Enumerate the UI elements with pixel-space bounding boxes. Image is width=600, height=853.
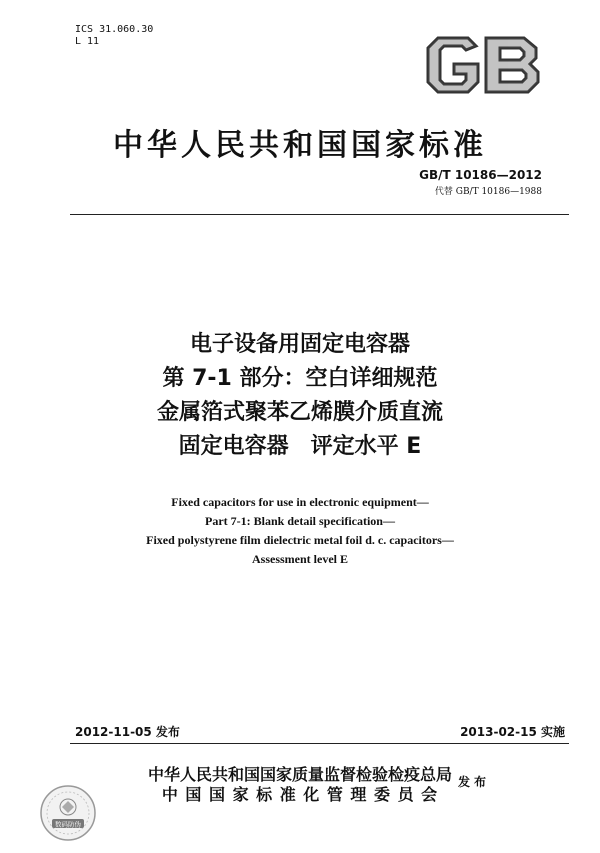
standard-number: GB/T 10186—2012 [419, 168, 542, 182]
chinese-title-line: 金属箔式聚苯乙烯膜介质直流 [156, 400, 443, 425]
english-title-line: Fixed capacitors for use in electronic equipment— [171, 495, 429, 509]
gb-logo [424, 34, 542, 96]
anti-counterfeit-seal [38, 783, 98, 843]
english-title-line: Assessment level E [252, 552, 348, 566]
replaces-standard: 代替 GB/T 10186—1988 [434, 187, 542, 197]
class-code: L 11 [75, 36, 100, 47]
chinese-title-line: 固定电容器 评定水平 E [178, 434, 422, 459]
chinese-title [0, 330, 600, 462]
issue-date: 2012-11-05 发布 [75, 725, 180, 739]
seal-label: 数码防伪 [55, 820, 81, 829]
implementation-date: 2013-02-15 实施 [460, 725, 565, 739]
issuer-sac: 中 国 国 家 标 准 化 管 理 委 员 会 [161, 785, 439, 804]
chinese-title-line: 第 7-1 部分：空白详细规范 [162, 366, 438, 391]
chinese-title-line: 电子设备用固定电容器 [189, 332, 410, 357]
header-divider [70, 214, 569, 215]
english-title [0, 494, 600, 568]
publish-label: 发布 [458, 775, 491, 789]
classification-codes [75, 24, 153, 48]
national-standard-title: 中华人民共和国国家标准 [113, 128, 487, 163]
footer-divider [70, 743, 569, 744]
issuer-aqsiq: 中华人民共和国国家质量监督检验检疫总局 [147, 765, 452, 784]
english-title-line: Part 7-1: Blank detail specification— [205, 514, 395, 528]
english-title-line: Fixed polystyrene film dielectric metal foil d. c. capacitors— [146, 533, 454, 547]
ics-code: ICS 31.060.30 [75, 24, 154, 35]
